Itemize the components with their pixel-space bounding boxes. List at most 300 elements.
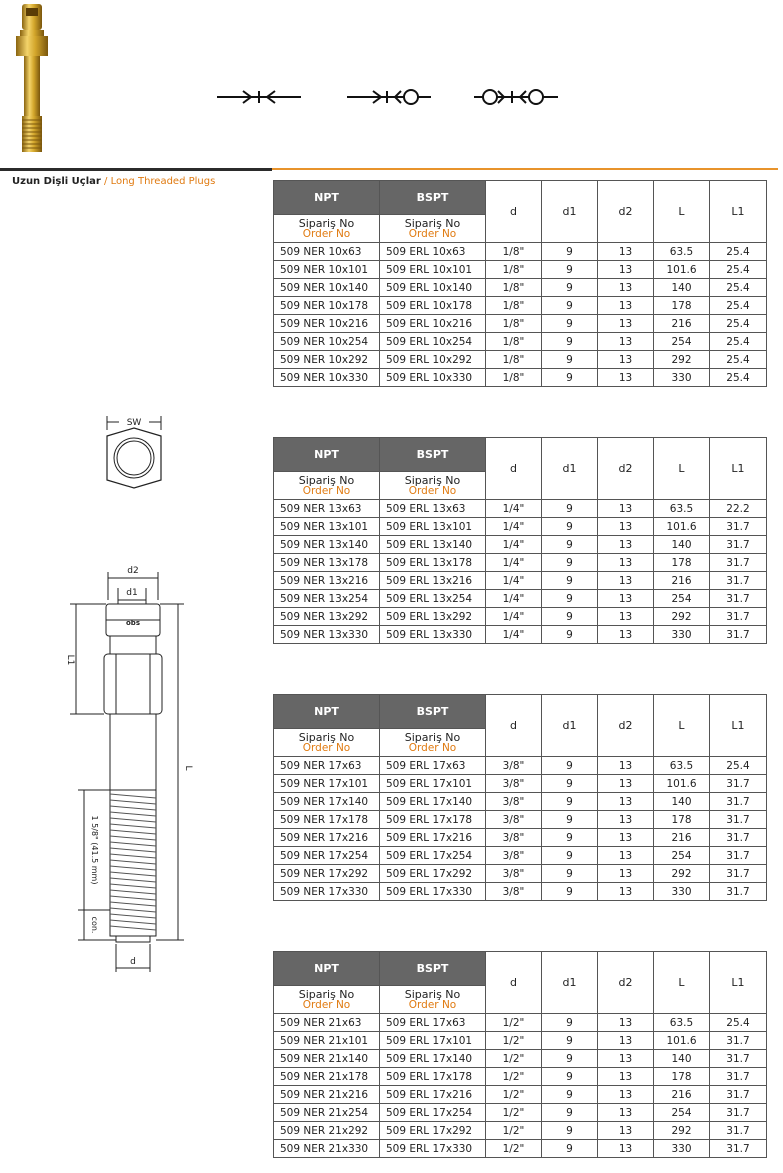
table-cell: 9: [542, 793, 598, 811]
table-cell: 101.6: [654, 518, 710, 536]
table-cell: 9: [542, 626, 598, 644]
table-cell: 9: [542, 572, 598, 590]
col-header-d1: d1: [542, 438, 598, 500]
table-cell: 509 NER 10x178: [274, 297, 380, 315]
table-cell: 216: [654, 1086, 710, 1104]
table-cell: 9: [542, 351, 598, 369]
table-cell: 13: [598, 536, 654, 554]
connection-symbol-plug-socket-icon: [345, 85, 435, 109]
table-cell: 9: [542, 536, 598, 554]
order-no-tr: Sipariş No: [404, 987, 461, 1001]
table-cell: 254: [654, 847, 710, 865]
table-cell: 509 NER 21x101: [274, 1032, 380, 1050]
table-cell: 216: [654, 315, 710, 333]
table-row: [274, 865, 767, 883]
table-cell: 330: [654, 1140, 710, 1158]
table-cell: 3/8": [486, 865, 542, 883]
table-cell: 509 NER 10x216: [274, 315, 380, 333]
table-cell: 25.4: [710, 279, 767, 297]
order-no-header: [380, 986, 486, 1014]
table-cell: 13: [598, 1050, 654, 1068]
table-row: [274, 626, 767, 644]
table-row: [274, 1014, 767, 1032]
table-cell: 509 NER 10x101: [274, 261, 380, 279]
table-cell: 509 ERL 17x140: [380, 1050, 486, 1068]
table-cell: 9: [542, 279, 598, 297]
table-row: [274, 554, 767, 572]
table-cell: 13: [598, 847, 654, 865]
table-cell: 31.7: [710, 775, 767, 793]
table-row: [274, 297, 767, 315]
table-cell: 178: [654, 1068, 710, 1086]
table-cell: 509 ERL 17x140: [380, 793, 486, 811]
table-cell: 101.6: [654, 775, 710, 793]
table-row: [274, 536, 767, 554]
table-cell: 216: [654, 829, 710, 847]
table-row: [274, 608, 767, 626]
order-no-header: [274, 729, 380, 757]
table-cell: 13: [598, 590, 654, 608]
table-cell: 13: [598, 1122, 654, 1140]
table-cell: 22.2: [710, 500, 767, 518]
table-cell: 178: [654, 811, 710, 829]
table-cell: 1/4": [486, 608, 542, 626]
table-row: [274, 757, 767, 775]
table-cell: 509 NER 17x140: [274, 793, 380, 811]
section-title-en: Long Threaded Plugs: [110, 176, 216, 187]
plug-dimension-drawing: [60, 560, 193, 980]
table-cell: 509 ERL 17x101: [380, 775, 486, 793]
table-cell: 509 ERL 17x101: [380, 1032, 486, 1050]
table-cell: 292: [654, 865, 710, 883]
table-row: [274, 243, 767, 261]
order-no-header: [380, 729, 486, 757]
table-cell: 509 ERL 10x101: [380, 261, 486, 279]
table-cell: 9: [542, 1032, 598, 1050]
table-cell: 509 ERL 13x254: [380, 590, 486, 608]
connection-symbol-plug-plug-icon: [215, 85, 305, 109]
col-header-d2: d2: [598, 952, 654, 1014]
col-header-l1: L1: [710, 695, 767, 757]
table-cell: 13: [598, 1086, 654, 1104]
col-header-d: d: [486, 181, 542, 243]
col-header-d2: d2: [598, 695, 654, 757]
brand-mark: obs: [126, 619, 140, 627]
table-cell: 330: [654, 369, 710, 387]
table-cell: 509 ERL 13x140: [380, 536, 486, 554]
table-cell: 1/8": [486, 243, 542, 261]
connection-symbol-socket-socket-icon: [472, 85, 562, 109]
table-cell: 509 NER 17x330: [274, 883, 380, 901]
table-cell: 63.5: [654, 500, 710, 518]
table-cell: 254: [654, 590, 710, 608]
table-cell: 31.7: [710, 590, 767, 608]
table-cell: 140: [654, 1050, 710, 1068]
table-cell: 13: [598, 829, 654, 847]
col-header-l1: L1: [710, 181, 767, 243]
d2-label: d2: [127, 566, 139, 576]
table-cell: 1/8": [486, 297, 542, 315]
table-cell: 31.7: [710, 793, 767, 811]
con-label: con.: [90, 916, 99, 934]
table-cell: 13: [598, 351, 654, 369]
sw-label: SW: [126, 418, 142, 428]
table-cell: 1/2": [486, 1032, 542, 1050]
table-cell: 13: [598, 333, 654, 351]
table-cell: 3/8": [486, 793, 542, 811]
table-cell: 31.7: [710, 1122, 767, 1140]
table-cell: 9: [542, 847, 598, 865]
table-cell: 509 ERL 17x330: [380, 1140, 486, 1158]
table-cell: 9: [542, 829, 598, 847]
table-cell: 25.4: [710, 315, 767, 333]
table-row: [274, 1068, 767, 1086]
table-row: [274, 829, 767, 847]
col-header-l: L: [654, 438, 710, 500]
table-cell: 13: [598, 775, 654, 793]
spec-table-1-2: [273, 951, 767, 1158]
table-cell: 509 ERL 10x216: [380, 315, 486, 333]
bspt-header: BSPT: [380, 438, 486, 472]
table-cell: 13: [598, 793, 654, 811]
order-no-header: [274, 986, 380, 1014]
table-cell: 509 ERL 13x216: [380, 572, 486, 590]
table-cell: 25.4: [710, 1014, 767, 1032]
table-cell: 1/2": [486, 1068, 542, 1086]
table-cell: 9: [542, 261, 598, 279]
table-cell: 9: [542, 333, 598, 351]
table-cell: 1/2": [486, 1086, 542, 1104]
table-row: [274, 590, 767, 608]
table-row: [274, 333, 767, 351]
table-cell: 1/4": [486, 590, 542, 608]
table-cell: 509 NER 21x330: [274, 1140, 380, 1158]
table-header-row: [274, 952, 767, 986]
table-cell: 1/4": [486, 500, 542, 518]
table-cell: 13: [598, 500, 654, 518]
table-cell: 1/4": [486, 626, 542, 644]
table-cell: 9: [542, 1050, 598, 1068]
order-no-header: [274, 472, 380, 500]
table-cell: 25.4: [710, 243, 767, 261]
npt-header: NPT: [274, 181, 380, 215]
order-no-en: Order No: [302, 484, 351, 497]
table-cell: 509 NER 17x216: [274, 829, 380, 847]
order-no-en: Order No: [408, 227, 457, 240]
order-no-en: Order No: [408, 484, 457, 497]
table-row: [274, 279, 767, 297]
heading-rule-dark: [0, 168, 272, 171]
table-cell: 509 ERL 17x292: [380, 865, 486, 883]
table-cell: 1/4": [486, 554, 542, 572]
table-cell: 509 NER 21x178: [274, 1068, 380, 1086]
table-row: [274, 518, 767, 536]
table-cell: 13: [598, 1068, 654, 1086]
table-cell: 9: [542, 243, 598, 261]
order-no-header: [380, 215, 486, 243]
table-cell: 140: [654, 279, 710, 297]
table-cell: 9: [542, 590, 598, 608]
table-row: [274, 811, 767, 829]
table-cell: 13: [598, 518, 654, 536]
col-header-d1: d1: [542, 181, 598, 243]
table-cell: 509 NER 21x292: [274, 1122, 380, 1140]
table-row: [274, 883, 767, 901]
table-cell: 178: [654, 297, 710, 315]
table-cell: 13: [598, 572, 654, 590]
col-header-d1: d1: [542, 695, 598, 757]
table-cell: 509 ERL 17x216: [380, 1086, 486, 1104]
table-cell: 13: [598, 243, 654, 261]
table-header-row: [274, 695, 767, 729]
table-row: [274, 847, 767, 865]
table-row: [274, 1104, 767, 1122]
order-no-en: Order No: [408, 741, 457, 754]
table-cell: 292: [654, 1122, 710, 1140]
table-cell: 13: [598, 1140, 654, 1158]
col-header-d: d: [486, 438, 542, 500]
col-header-l: L: [654, 181, 710, 243]
table-cell: 63.5: [654, 757, 710, 775]
section-title-tr: Uzun Dişli Uçlar: [12, 176, 101, 187]
table-cell: 509 NER 10x330: [274, 369, 380, 387]
table-cell: 13: [598, 369, 654, 387]
col-header-l1: L1: [710, 952, 767, 1014]
table-cell: 509 ERL 17x178: [380, 1068, 486, 1086]
table-cell: 509 ERL 10x178: [380, 297, 486, 315]
table-cell: 509 NER 17x254: [274, 847, 380, 865]
table-cell: 509 ERL 13x63: [380, 500, 486, 518]
table-cell: 509 ERL 10x330: [380, 369, 486, 387]
col-header-d2: d2: [598, 181, 654, 243]
table-cell: 9: [542, 369, 598, 387]
table-row: [274, 775, 767, 793]
npt-header: NPT: [274, 695, 380, 729]
table-cell: 63.5: [654, 1014, 710, 1032]
table-cell: 31.7: [710, 1104, 767, 1122]
table-cell: 25.4: [710, 351, 767, 369]
order-no-tr: Sipariş No: [298, 473, 355, 487]
table-cell: 1/8": [486, 369, 542, 387]
table-cell: 330: [654, 626, 710, 644]
spec-table-1-4: [273, 437, 767, 644]
table-cell: 509 ERL 17x63: [380, 1014, 486, 1032]
l1-label: L1: [65, 654, 75, 666]
table-cell: 13: [598, 757, 654, 775]
table-cell: 31.7: [710, 572, 767, 590]
table-cell: 31.7: [710, 865, 767, 883]
table-cell: 1/2": [486, 1104, 542, 1122]
table-cell: 509 NER 21x63: [274, 1014, 380, 1032]
table-cell: 31.7: [710, 536, 767, 554]
table-cell: 9: [542, 757, 598, 775]
table-cell: 509 NER 13x140: [274, 536, 380, 554]
table-cell: 1/8": [486, 351, 542, 369]
d-label: d: [130, 957, 136, 967]
table-cell: 31.7: [710, 626, 767, 644]
table-cell: 31.7: [710, 518, 767, 536]
table-cell: 9: [542, 608, 598, 626]
table-cell: 1/8": [486, 279, 542, 297]
table-cell: 25.4: [710, 297, 767, 315]
table-cell: 3/8": [486, 847, 542, 865]
table-cell: 509 NER 21x216: [274, 1086, 380, 1104]
table-cell: 292: [654, 351, 710, 369]
table-cell: 292: [654, 608, 710, 626]
order-no-tr: Sipariş No: [404, 730, 461, 744]
table-cell: 13: [598, 626, 654, 644]
table-cell: 509 ERL 17x63: [380, 757, 486, 775]
table-cell: 509 ERL 13x330: [380, 626, 486, 644]
bspt-header: BSPT: [380, 952, 486, 986]
table-cell: 101.6: [654, 261, 710, 279]
spec-table-1-8: [273, 180, 767, 387]
table-cell: 31.7: [710, 847, 767, 865]
table-cell: 31.7: [710, 608, 767, 626]
col-header-l: L: [654, 695, 710, 757]
table-cell: 1/2": [486, 1140, 542, 1158]
table-cell: 509 NER 10x63: [274, 243, 380, 261]
table-cell: 1/4": [486, 572, 542, 590]
thread-length-label: 1 5/8" (41.5 mm): [90, 815, 99, 885]
table-cell: 509 NER 13x292: [274, 608, 380, 626]
table-cell: 509 ERL 13x178: [380, 554, 486, 572]
section-title: Uzun Dişli Uçlar / Long Threaded Plugs: [12, 176, 216, 187]
table-cell: 509 ERL 17x216: [380, 829, 486, 847]
table-cell: 509 NER 10x292: [274, 351, 380, 369]
table-cell: 9: [542, 297, 598, 315]
table-cell: 509 NER 21x140: [274, 1050, 380, 1068]
table-cell: 509 ERL 10x254: [380, 333, 486, 351]
order-no-en: Order No: [408, 998, 457, 1011]
hex-end-view-diagram: [95, 408, 175, 496]
order-no-tr: Sipariş No: [298, 216, 355, 230]
table-cell: 13: [598, 1032, 654, 1050]
table-cell: 25.4: [710, 261, 767, 279]
col-header-l: L: [654, 952, 710, 1014]
table-cell: 31.7: [710, 811, 767, 829]
table-cell: 509 ERL 10x292: [380, 351, 486, 369]
table-cell: 9: [542, 500, 598, 518]
table-cell: 9: [542, 775, 598, 793]
table-cell: 509 ERL 13x292: [380, 608, 486, 626]
table-cell: 3/8": [486, 883, 542, 901]
table-cell: 3/8": [486, 775, 542, 793]
table-cell: 509 NER 13x101: [274, 518, 380, 536]
table-cell: 63.5: [654, 243, 710, 261]
table-cell: 31.7: [710, 1050, 767, 1068]
table-header-row: [274, 438, 767, 472]
table-cell: 1/8": [486, 261, 542, 279]
table-cell: 9: [542, 518, 598, 536]
table-cell: 13: [598, 811, 654, 829]
table-cell: 31.7: [710, 1086, 767, 1104]
table-row: [274, 500, 767, 518]
table-cell: 9: [542, 1140, 598, 1158]
table-cell: 25.4: [710, 757, 767, 775]
table-cell: 9: [542, 554, 598, 572]
table-cell: 9: [542, 315, 598, 333]
order-no-tr: Sipariş No: [404, 216, 461, 230]
table-cell: 509 NER 13x216: [274, 572, 380, 590]
table-cell: 31.7: [710, 883, 767, 901]
table-cell: 509 NER 17x292: [274, 865, 380, 883]
spec-table-3-8: [273, 694, 767, 901]
table-cell: 101.6: [654, 1032, 710, 1050]
table-cell: 509 NER 17x63: [274, 757, 380, 775]
table-cell: 509 ERL 17x178: [380, 811, 486, 829]
table-cell: 1/2": [486, 1050, 542, 1068]
d1-label: d1: [126, 588, 138, 598]
table-row: [274, 793, 767, 811]
l-label: L: [183, 765, 193, 771]
table-cell: 9: [542, 1086, 598, 1104]
table-header-row: [274, 181, 767, 215]
order-no-en: Order No: [302, 998, 351, 1011]
table-cell: 3/8": [486, 811, 542, 829]
table-cell: 509 ERL 17x254: [380, 1104, 486, 1122]
table-row: [274, 351, 767, 369]
table-cell: 140: [654, 793, 710, 811]
brass-plug-image: [0, 0, 60, 160]
table-row: [274, 315, 767, 333]
table-row: [274, 261, 767, 279]
table-cell: 509 NER 13x63: [274, 500, 380, 518]
table-cell: 509 NER 21x254: [274, 1104, 380, 1122]
npt-header: NPT: [274, 438, 380, 472]
bspt-header: BSPT: [380, 695, 486, 729]
npt-header: NPT: [274, 952, 380, 986]
table-cell: 13: [598, 1014, 654, 1032]
table-cell: 509 ERL 17x254: [380, 847, 486, 865]
table-cell: 13: [598, 883, 654, 901]
table-cell: 13: [598, 554, 654, 572]
order-no-header: [274, 215, 380, 243]
table-row: [274, 1122, 767, 1140]
table-cell: 13: [598, 279, 654, 297]
table-cell: 9: [542, 1104, 598, 1122]
table-cell: 509 NER 10x140: [274, 279, 380, 297]
table-cell: 13: [598, 865, 654, 883]
table-cell: 509 ERL 17x292: [380, 1122, 486, 1140]
table-cell: 13: [598, 315, 654, 333]
table-cell: 9: [542, 865, 598, 883]
order-no-tr: Sipariş No: [298, 730, 355, 744]
heading-rule-accent: [272, 168, 778, 170]
table-cell: 1/2": [486, 1014, 542, 1032]
col-header-d: d: [486, 952, 542, 1014]
table-cell: 509 NER 10x254: [274, 333, 380, 351]
table-cell: 509 ERL 13x101: [380, 518, 486, 536]
table-cell: 509 NER 13x178: [274, 554, 380, 572]
table-cell: 31.7: [710, 829, 767, 847]
table-cell: 13: [598, 1104, 654, 1122]
table-cell: 178: [654, 554, 710, 572]
table-cell: 9: [542, 1122, 598, 1140]
table-cell: 509 NER 13x330: [274, 626, 380, 644]
table-row: [274, 1140, 767, 1158]
table-cell: 25.4: [710, 333, 767, 351]
table-row: [274, 1032, 767, 1050]
table-cell: 31.7: [710, 554, 767, 572]
table-cell: 13: [598, 297, 654, 315]
table-cell: 509 NER 17x178: [274, 811, 380, 829]
order-no-header: [380, 472, 486, 500]
table-cell: 31.7: [710, 1140, 767, 1158]
table-cell: 13: [598, 608, 654, 626]
table-cell: 1/4": [486, 536, 542, 554]
col-header-d1: d1: [542, 952, 598, 1014]
